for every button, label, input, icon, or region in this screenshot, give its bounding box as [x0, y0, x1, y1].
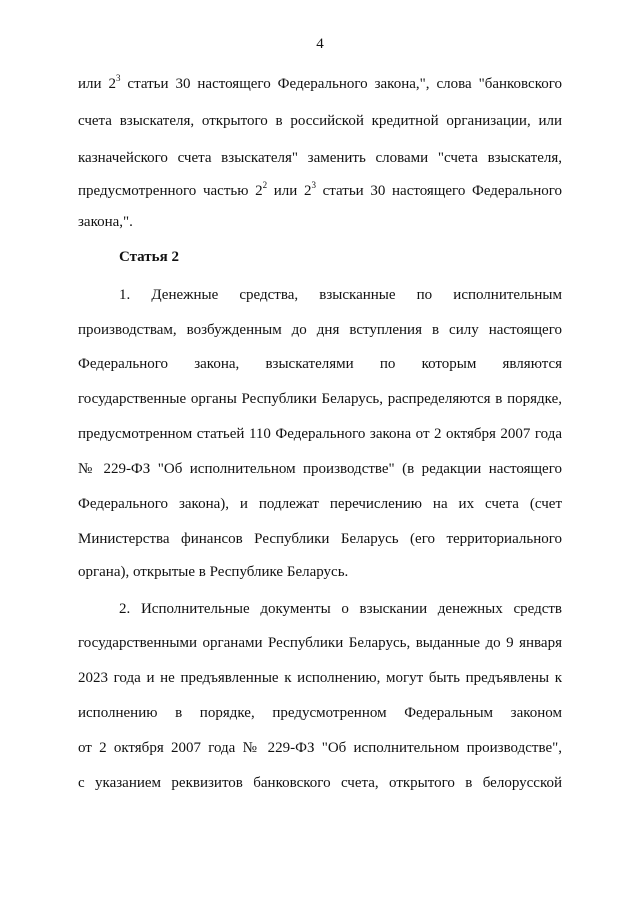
paragraph-2-line-9: органа), открытые в Республике Беларусь. [78, 564, 349, 580]
paragraph-1-line-1 [78, 74, 562, 94]
text-run: статьи 30 настоящего Федерального [315, 183, 562, 199]
superscript: 3 [311, 180, 316, 190]
paragraph-3-line-5: от 2 октября 2007 года № 229-ФЗ "Об исполнительном производстве", [78, 740, 562, 756]
superscript: 3 [115, 73, 121, 83]
text-run: предусмотренного частью 2 [78, 183, 263, 199]
paragraph-3-line-6: с указанием реквизитов банковского счета, открытого в белорусской [78, 775, 562, 791]
paragraph-3-line-2: государственными органами Республики Беларусь, выданные до 9 января [78, 635, 562, 651]
paragraph-2-line-4: государственные органы Республики Беларусь, распределяются в порядке, [78, 391, 562, 407]
paragraph-1-line-3: казначейского счета взыскателя" заменить словами "счета взыскателя, [78, 150, 562, 166]
text-run: статьи 30 настоящего Федерального закона,", слова "банковского [120, 76, 562, 92]
paragraph-1-line-5: закона,". [78, 214, 133, 230]
text-run: или 2 [267, 183, 312, 199]
paragraph-1-line-2: счета взыскателя, открытого в российской кредитной организации, или [78, 113, 562, 129]
page-number: 4 [316, 36, 324, 52]
paragraph-2-line-8: Министерства финансов Республики Беларусь (его территориального [78, 531, 562, 547]
paragraph-2-line-7: Федерального закона), и подлежат перечислению на их счета (счет [78, 496, 562, 512]
paragraph-2-line-3: Федерального закона, взыскателями по которым являются [78, 356, 562, 372]
paragraph-2-line-5: предусмотренном статьей 110 Федерального закона от 2 октября 2007 года [78, 426, 562, 442]
paragraph-2-line-1: 1. Денежные средства, взысканные по исполнительным [119, 287, 562, 303]
paragraph-3-line-1: 2. Исполнительные документы о взыскании денежных средств [119, 601, 562, 617]
text-run: или 2 [78, 76, 116, 92]
superscript: 2 [262, 180, 268, 190]
article-heading: Статья 2 [119, 249, 179, 265]
paragraph-2-line-2: производствам, возбужденным до дня вступления в силу настоящего [78, 322, 562, 338]
paragraph-2-line-6: № 229-ФЗ "Об исполнительном производстве" (в редакции настоящего [78, 461, 562, 477]
paragraph-1-line-4 [78, 181, 562, 201]
paragraph-3-line-4: исполнению в порядке, предусмотренном Федеральным законом [78, 705, 562, 721]
paragraph-3-line-3: 2023 года и не предъявленные к исполнению, могут быть предъявлены к [78, 670, 562, 686]
